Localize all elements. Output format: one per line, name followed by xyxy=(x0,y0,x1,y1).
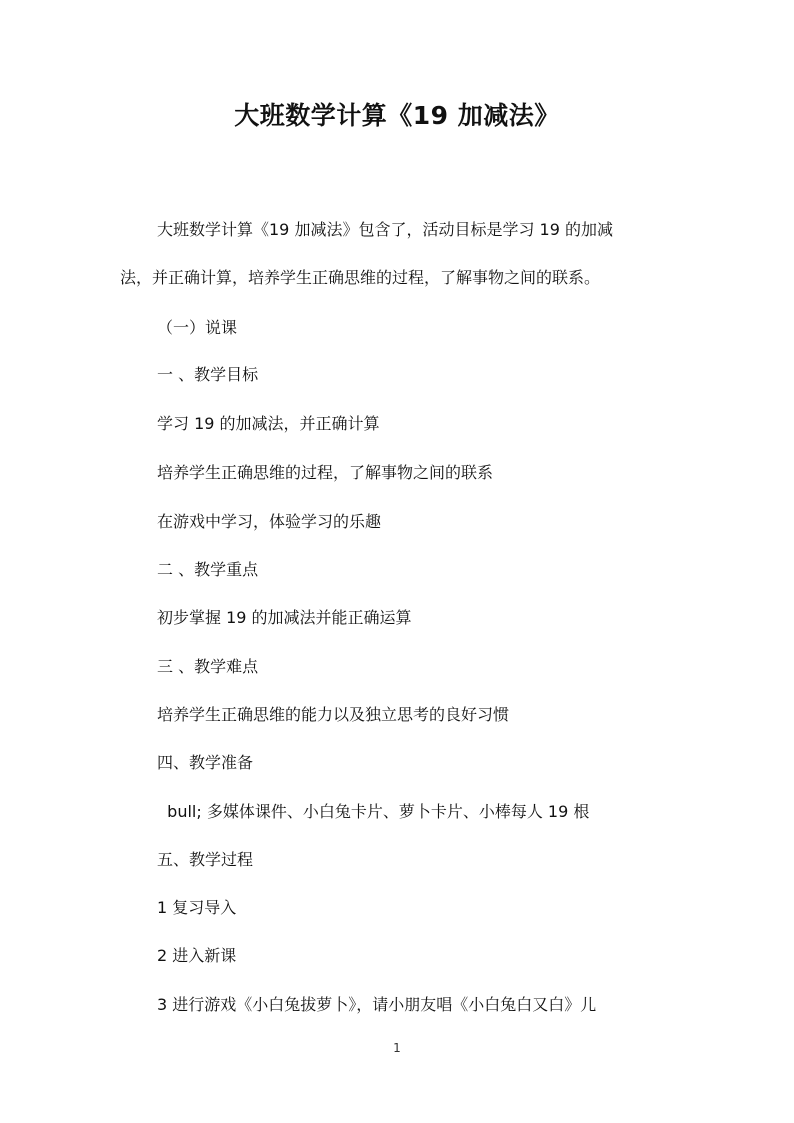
list-item: 学习 19 的加减法，并正确计算 xyxy=(157,414,380,433)
page-number: 1 xyxy=(393,1041,401,1055)
section-heading-key-points: 二 、教学重点 xyxy=(157,560,259,579)
list-item: 培养学生正确思维的能力以及独立思考的良好习惯 xyxy=(157,705,510,724)
section-heading-preparation: 四、教学准备 xyxy=(157,753,254,772)
section-heading-process: 五、教学过程 xyxy=(157,850,254,869)
list-item: 1 复习导入 xyxy=(157,898,237,917)
section-heading-difficulties: 三 、教学难点 xyxy=(157,657,259,676)
list-item: 2 进入新课 xyxy=(157,946,237,965)
page-title: 大班数学计算《19 加减法》 xyxy=(234,101,560,130)
intro-line-2: 法，并正确计算，培养学生正确思维的过程，了解事物之间的联系。 xyxy=(120,268,601,287)
section-heading-objectives: 一 、教学目标 xyxy=(157,365,259,384)
section-heading-lecture: （一）说课 xyxy=(157,318,238,337)
list-item: 3 进行游戏《小白兔拔萝卜》，请小朋友唱《小白兔白又白》儿 xyxy=(157,995,597,1014)
list-item: 初步掌握 19 的加减法并能正确运算 xyxy=(157,608,412,627)
list-item: bull; 多媒体课件、小白兔卡片、萝卜卡片、小棒每人 19 根 xyxy=(157,802,590,821)
list-item: 在游戏中学习，体验学习的乐趣 xyxy=(157,512,382,531)
list-item: 培养学生正确思维的过程，了解事物之间的联系 xyxy=(157,463,494,482)
intro-line-1: 大班数学计算《19 加减法》包含了，活动目标是学习 19 的加减 xyxy=(157,220,613,239)
